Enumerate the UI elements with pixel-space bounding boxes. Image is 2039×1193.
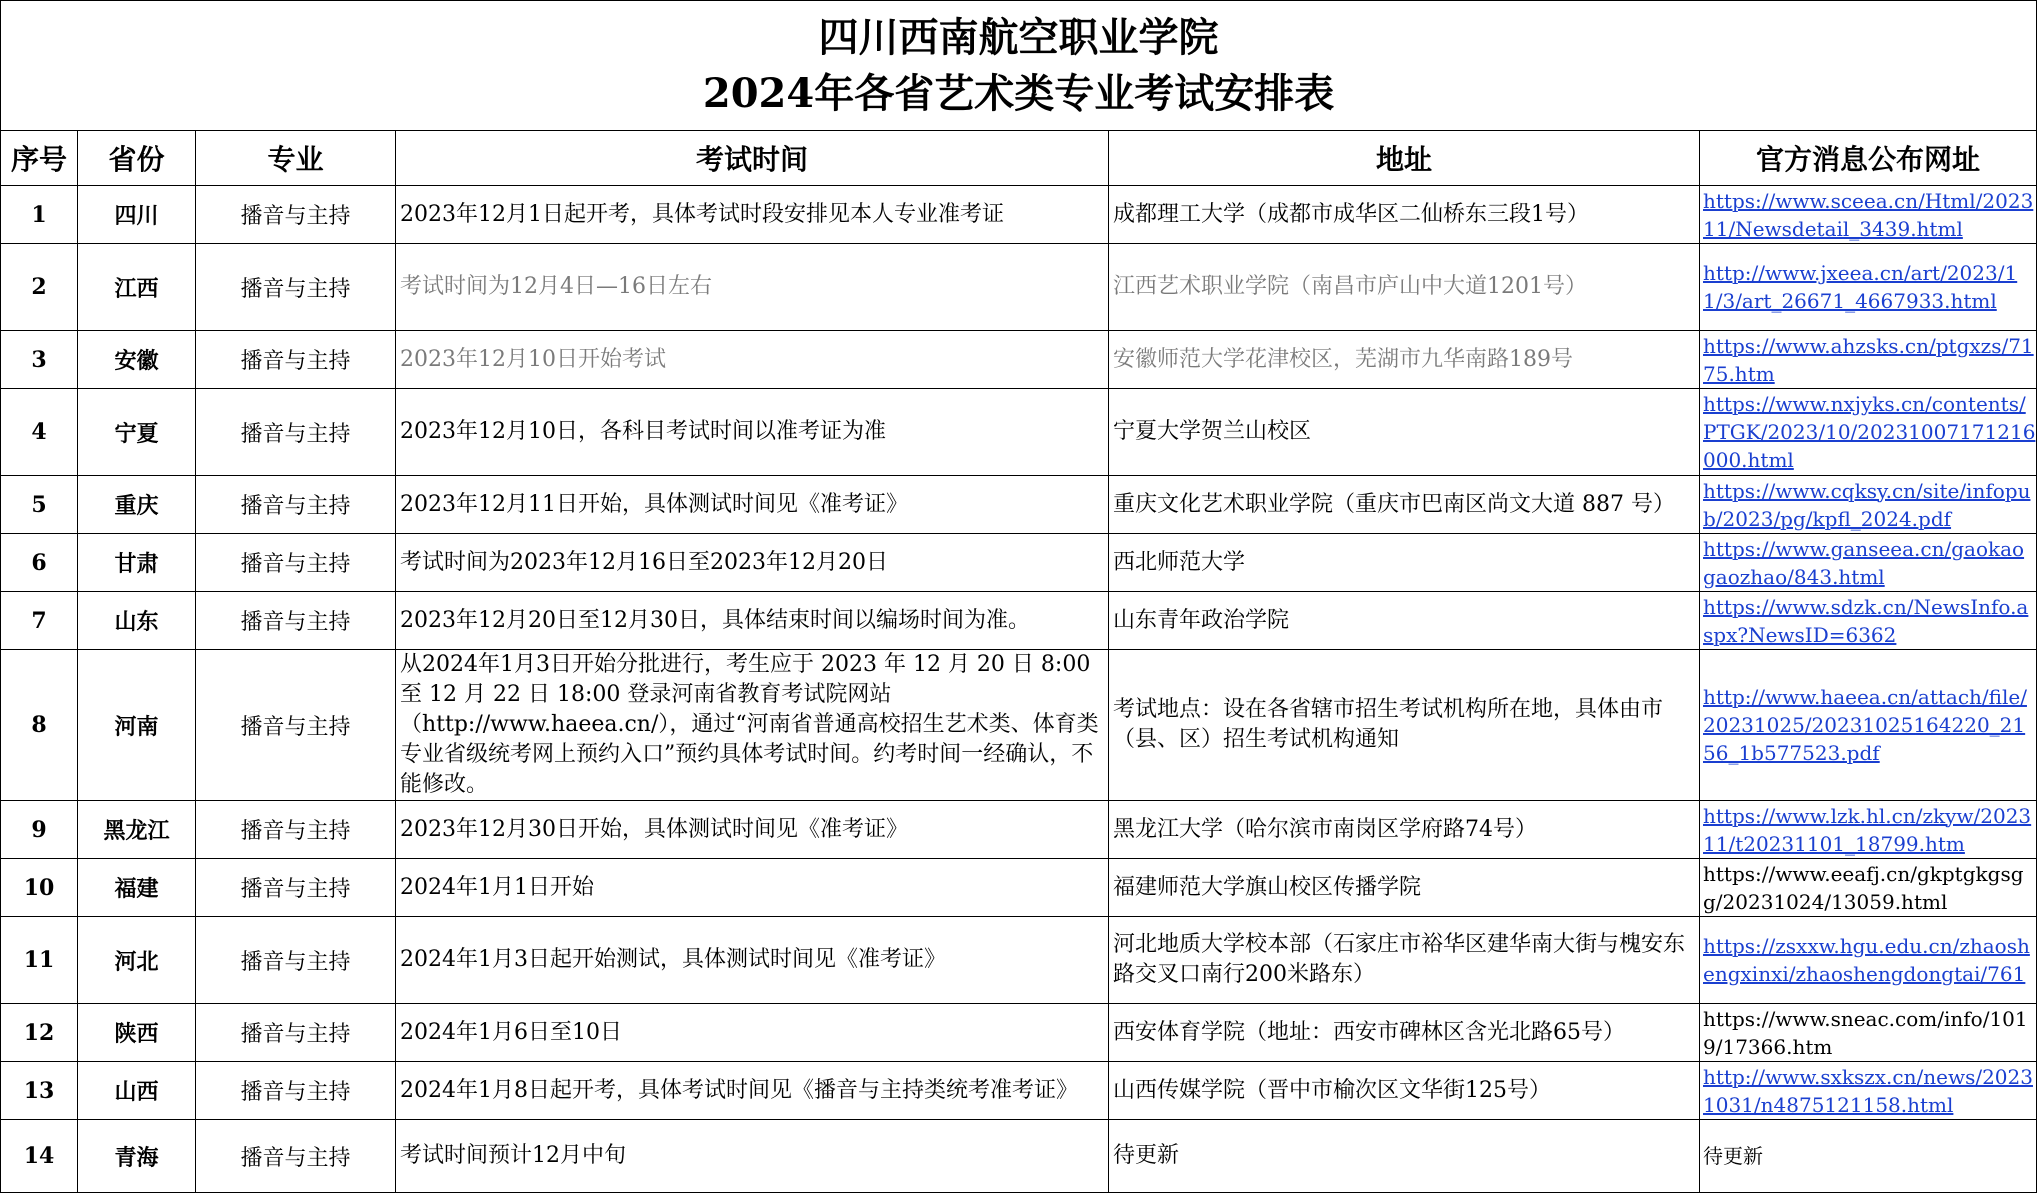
table-row	[1, 476, 2037, 534]
row-number: 9	[31, 816, 47, 843]
row-exam-time-cell	[396, 1062, 1109, 1120]
row-major-cell	[196, 389, 396, 476]
row-address: 成都理工大学（成都市成华区二仙桥东三段1号）	[1113, 201, 1589, 227]
row-number-cell	[1, 389, 78, 476]
row-province-cell	[78, 534, 196, 592]
row-number: 11	[23, 947, 55, 973]
row-number: 13	[23, 1077, 55, 1104]
row-address-cell	[1109, 1062, 1700, 1120]
official-url-link[interactable]: https://www.lzk.hl.cn/zkyw/202311/t20231101_18799.htm	[1703, 803, 2032, 856]
row-major: 播音与主持	[240, 714, 351, 740]
row-exam-time-cell	[396, 186, 1109, 244]
official-url-link[interactable]: https://www.sceea.cn/Html/202311/Newsdetail_3439.html	[1703, 188, 2034, 241]
row-major: 播音与主持	[240, 1145, 351, 1171]
row-address: 江西艺术职业学院（南昌市庐山中大道1201号）	[1113, 274, 1587, 299]
row-number: 5	[31, 491, 47, 518]
row-number: 2	[31, 274, 47, 300]
header-url: 官方消息公布网址	[1700, 131, 2037, 186]
row-major-cell	[196, 244, 396, 331]
row-province: 重庆	[114, 493, 159, 519]
row-province: 四川	[114, 203, 159, 229]
official-url-link[interactable]: https://www.nxjyks.cn/contents/PTGK/2023/10/20231007171216000.html	[1703, 392, 2036, 472]
row-address-cell	[1109, 592, 1700, 650]
row-exam-time: 考试时间为2023年12月16日至2023年12月20日	[400, 549, 888, 575]
row-official-url-cell	[1700, 186, 2037, 244]
row-number-cell	[1, 859, 78, 917]
sheet-title	[1, 1, 2037, 131]
row-official-url-cell	[1700, 331, 2037, 389]
row-exam-time-cell	[396, 801, 1109, 859]
row-address: 安徽师范大学花津校区，芜湖市九华南路189号	[1113, 346, 1573, 372]
row-address-cell	[1109, 186, 1700, 244]
row-address-cell	[1109, 859, 1700, 917]
row-address: 西安体育学院（地址：西安市碑林区含光北路65号）	[1113, 1019, 1625, 1045]
official-url-link[interactable]: https://www.ganseea.cn/gaokaogaozhao/843.html	[1703, 536, 2025, 589]
row-official-url: 待更新	[1703, 1144, 1763, 1168]
official-url-link[interactable]: https://www.sdzk.cn/NewsInfo.aspx?NewsID=6362	[1703, 594, 2029, 647]
row-address: 重庆文化艺术职业学院（重庆市巴南区尚文大道 887 号）	[1113, 491, 1675, 517]
row-exam-time-cell	[396, 650, 1109, 801]
row-exam-time-cell	[396, 1004, 1109, 1062]
row-number: 1	[31, 201, 47, 228]
table-row	[1, 331, 2037, 389]
row-major-cell	[196, 1004, 396, 1062]
row-address-cell	[1109, 917, 1700, 1004]
row-number: 6	[31, 549, 47, 576]
table-row	[1, 917, 2037, 1004]
header-time: 考试时间	[396, 131, 1109, 186]
table-row	[1, 859, 2037, 917]
table-row	[1, 801, 2037, 859]
row-address: 山西传媒学院（晋中市榆次区文华街125号）	[1113, 1077, 1551, 1103]
row-number-cell	[1, 801, 78, 859]
row-exam-time-cell	[396, 476, 1109, 534]
row-exam-time: 2024年1月1日开始	[400, 874, 594, 900]
row-major: 播音与主持	[240, 552, 351, 577]
row-major-cell	[196, 534, 396, 592]
row-official-url-cell	[1700, 801, 2037, 859]
row-province-cell	[78, 186, 196, 244]
official-url-link[interactable]: https://www.cqksy.cn/site/infopub/2023/pg/kpfl_2024.pdf	[1703, 478, 2031, 531]
official-url-link[interactable]: http://www.sxkszx.cn/news/20231031/n4875121158.html	[1703, 1064, 2033, 1117]
row-exam-time: 2023年12月10日开始考试	[400, 346, 666, 372]
row-exam-time: 2023年12月10日，各科目考试时间以准考证为准	[400, 419, 886, 444]
row-province: 黑龙江	[103, 818, 170, 844]
row-address: 福建师范大学旗山校区传播学院	[1113, 874, 1422, 900]
row-address: 考试地点：设在各省辖市招生考试机构所在地，具体由市（县、区）招生考试机构通知	[1113, 697, 1664, 752]
header-row	[1, 131, 2037, 186]
row-exam-time-cell	[396, 592, 1109, 650]
row-number: 3	[31, 346, 47, 373]
row-province-cell	[78, 331, 196, 389]
row-address: 待更新	[1113, 1143, 1180, 1168]
row-official-url-cell	[1700, 917, 2037, 1004]
row-exam-time-cell	[396, 859, 1109, 917]
row-province-cell	[78, 1062, 196, 1120]
title-school: 四川西南航空职业学院	[818, 13, 1219, 61]
row-major: 播音与主持	[240, 1022, 351, 1047]
row-official-url-cell	[1700, 650, 2037, 801]
row-province: 安徽	[114, 348, 159, 374]
official-url-link[interactable]: https://zsxxw.hgu.edu.cn/zhaoshengxinxi/zhaoshengdongtai/761	[1703, 934, 2030, 986]
row-exam-time: 2023年12月1日起开考，具体考试时段安排见本人专业准考证	[400, 201, 1004, 227]
row-province: 江西	[114, 275, 159, 302]
row-province-cell	[78, 1004, 196, 1062]
row-number-cell	[1, 650, 78, 801]
row-number: 8	[31, 712, 47, 738]
row-province: 河北	[114, 948, 159, 975]
table-row	[1, 1004, 2037, 1062]
title-row	[1, 1, 2037, 131]
row-exam-time-cell	[396, 331, 1109, 389]
row-exam-time: 考试时间为12月4日—16日左右	[400, 274, 712, 299]
row-official-url: https://www.eeafj.cn/gkptgkgsgg/20231024/13059.html	[1703, 861, 2024, 914]
table-row	[1, 592, 2037, 650]
row-official-url-cell	[1700, 244, 2037, 331]
row-major: 播音与主持	[240, 349, 351, 374]
row-major-cell	[196, 859, 396, 917]
row-province-cell	[78, 801, 196, 859]
row-major-cell	[196, 331, 396, 389]
row-exam-time: 考试时间预计12月中旬	[400, 1143, 626, 1168]
row-province: 宁夏	[114, 420, 159, 447]
row-official-url-cell	[1700, 534, 2037, 592]
row-exam-time-cell	[396, 389, 1109, 476]
row-major-cell	[196, 917, 396, 1004]
row-province-cell	[78, 389, 196, 476]
row-province-cell	[78, 592, 196, 650]
table-row	[1, 650, 2037, 801]
row-province: 福建	[114, 876, 159, 902]
row-number: 7	[31, 607, 47, 634]
header-province: 省份	[78, 131, 196, 186]
row-major: 播音与主持	[240, 819, 351, 844]
row-province-cell	[78, 650, 196, 801]
row-address-cell	[1109, 244, 1700, 331]
row-number: 10	[23, 874, 55, 901]
row-province: 河南	[114, 713, 159, 740]
row-major: 播音与主持	[240, 421, 351, 447]
row-province-cell	[78, 917, 196, 1004]
row-address-cell	[1109, 534, 1700, 592]
row-number-cell	[1, 186, 78, 244]
row-number: 12	[23, 1019, 55, 1046]
header-major: 专业	[196, 131, 396, 186]
row-address: 西北师范大学	[1113, 549, 1246, 575]
row-province: 甘肃	[114, 551, 159, 577]
row-address-cell	[1109, 389, 1700, 476]
row-number: 14	[23, 1143, 55, 1169]
table-row	[1, 389, 2037, 476]
row-exam-time: 2024年1月3日起开始测试，具体测试时间见《准考证》	[400, 947, 946, 972]
row-major-cell	[196, 1062, 396, 1120]
row-official-url-cell	[1700, 389, 2037, 476]
row-exam-time-cell	[396, 917, 1109, 1004]
row-major: 播音与主持	[240, 949, 351, 975]
row-address-cell	[1109, 476, 1700, 534]
row-province: 山西	[114, 1079, 159, 1105]
row-number-cell	[1, 1062, 78, 1120]
row-major: 播音与主持	[240, 494, 351, 519]
row-major-cell	[196, 186, 396, 244]
row-exam-time-cell	[396, 244, 1109, 331]
row-major-cell	[196, 650, 396, 801]
row-official-url-cell	[1700, 1062, 2037, 1120]
row-major-cell	[196, 801, 396, 859]
row-official-url-cell	[1700, 1004, 2037, 1062]
table-row	[1, 186, 2037, 244]
row-official-url: https://www.sneac.com/info/1019/17366.htm	[1703, 1006, 2028, 1059]
official-url-link[interactable]: https://www.ahzsks.cn/ptgxzs/7175.htm	[1703, 333, 2034, 386]
row-exam-time: 2023年12月30日开始，具体测试时间见《准考证》	[400, 816, 908, 842]
row-number-cell	[1, 917, 78, 1004]
title-schedule: 2024年各省艺术类专业考试安排表	[702, 69, 1335, 117]
row-exam-time: 2023年12月20日至12月30日，具体结束时间以编场时间为准。	[400, 607, 1030, 633]
row-exam-time: 2024年1月6日至10日	[400, 1019, 622, 1045]
table-row	[1, 244, 2037, 331]
row-province: 山东	[114, 609, 159, 635]
row-major: 播音与主持	[240, 610, 351, 635]
row-number-cell	[1, 534, 78, 592]
row-exam-time-cell	[396, 534, 1109, 592]
row-address: 宁夏大学贺兰山校区	[1113, 419, 1312, 444]
row-address-cell	[1109, 650, 1700, 801]
row-address-cell	[1109, 801, 1700, 859]
row-exam-time: 从2024年1月3日开始分批进行，考生应于 2023 年 12 月 20 日 8:00 至 12 月 22 日 18:00 登录河南省教育考试院网站（http://www.haeea.cn/），通过“河南省普通高校招生艺术类、体育类专业省级统考网上预约入口”预约具体考试时间。约考时间一经确认，不能修改。	[400, 652, 1099, 797]
row-number-cell	[1, 476, 78, 534]
row-address-cell	[1109, 1004, 1700, 1062]
row-number-cell	[1, 331, 78, 389]
table-row	[1, 534, 2037, 592]
row-number: 4	[31, 419, 47, 445]
row-major: 播音与主持	[240, 276, 351, 302]
row-exam-time: 2023年12月11日开始，具体测试时间见《准考证》	[400, 491, 908, 517]
row-major: 播音与主持	[240, 1080, 351, 1105]
row-major-cell	[196, 476, 396, 534]
row-province: 青海	[114, 1144, 159, 1171]
row-address: 黑龙江大学（哈尔滨市南岗区学府路74号）	[1113, 816, 1537, 842]
row-address: 河北地质大学校本部（石家庄市裕华区建华南大街与槐安东路交叉口南行200米路东）	[1113, 932, 1686, 987]
row-address: 山东青年政治学院	[1113, 607, 1290, 633]
table-body	[1, 186, 2037, 1193]
row-province: 陕西	[114, 1021, 159, 1047]
row-major: 播音与主持	[240, 204, 351, 229]
row-major-cell	[196, 592, 396, 650]
header-address: 地址	[1109, 131, 1700, 186]
row-number-cell	[1, 244, 78, 331]
row-province-cell	[78, 476, 196, 534]
row-number-cell	[1, 592, 78, 650]
row-number-cell	[1, 1004, 78, 1062]
row-official-url-cell	[1700, 859, 2037, 917]
row-address-cell	[1109, 331, 1700, 389]
header-num: 序号	[1, 131, 78, 186]
row-province-cell	[78, 244, 196, 331]
table-row	[1, 1062, 2037, 1120]
row-major: 播音与主持	[240, 877, 351, 902]
row-official-url-cell	[1700, 476, 2037, 534]
official-url-link[interactable]: http://www.haeea.cn/attach/file/20231025/20231025164220_2156_1b577523.pdf	[1703, 685, 2027, 765]
row-province-cell	[78, 859, 196, 917]
official-url-link[interactable]: http://www.jxeea.cn/art/2023/11/3/art_26671_4667933.html	[1703, 261, 2018, 313]
row-official-url-cell	[1700, 592, 2037, 650]
row-exam-time: 2024年1月8日起开考，具体考试时间见《播音与主持类统考准考证》	[400, 1077, 1078, 1103]
